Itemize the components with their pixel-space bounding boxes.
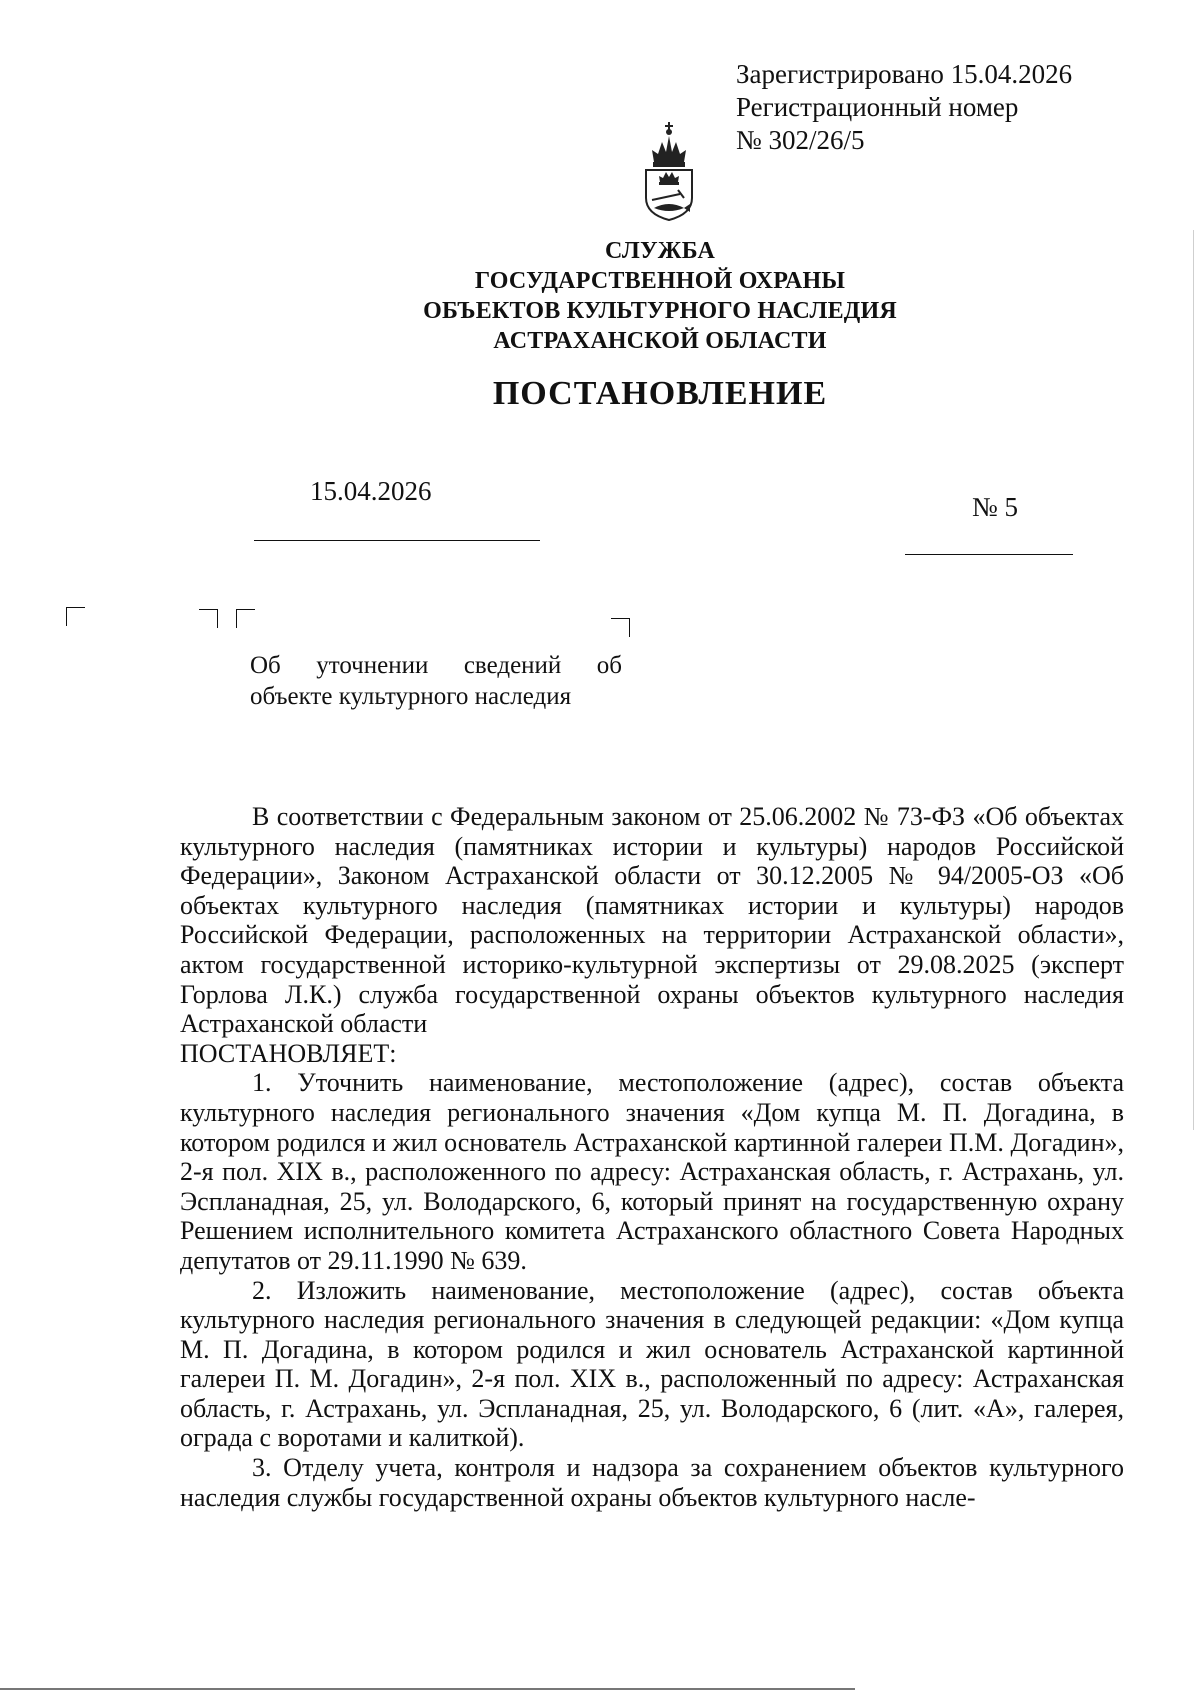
registration-number: № 302/26/5 <box>736 125 865 155</box>
clause-1: 1. Уточнить наименование, местоположение (адрес), состав объекта культурного наследия регионального значения «Дом купца М. П. Догадина, в котором родился и жил основатель Астраханской картинной галереи П.М. Догадин», 2-я пол. XIX в., расположенного по адресу: Астраханская область, г. Астрахань, ул. Эспланадная, 25, ул. Володарского, 6, который принят на государственную охрану Решением исполнительного комитета Астраханского областного Совета Народных депутатов от 29.11.1990 № 639. <box>180 1068 1124 1275</box>
corner-mark-subject-left <box>199 609 218 628</box>
document-body <box>180 802 1124 1512</box>
astrakhan-coat-of-arms-icon <box>640 110 698 222</box>
document-number: № 5 <box>972 492 1019 522</box>
organization-line-4: АСТРАХАНСКОЙ ОБЛАСТИ <box>493 328 827 354</box>
registration-stamp <box>736 58 1072 157</box>
scan-edge-line <box>1193 230 1194 1130</box>
organization-name <box>300 236 1020 356</box>
registration-label: Регистрационный номер <box>736 92 1019 122</box>
clause-2: 2. Изложить наименование, местоположение (адрес), состав объекта культурного наследия регионального значения в следующей редакции: «Дом купца М. П. Догадина, в котором родился и жил основатель Астраханской картинной галереи П. М. Догадин», 2-я пол. XIX в., расположенный по адресу: Астраханская область, г. Астрахань, ул. Эспланадная, 25, ул. Володарского, 6 (лит. «А», галерея, ограда с воротами и калиткой). <box>180 1275 1124 1453</box>
document-date: 15.04.2026 <box>310 476 432 506</box>
preamble-paragraph: В соответствии с Федеральным законом от 25.06.2002 № 73-ФЗ «Об объектах культурного наследия (памятниках истории и культуры) народов Российской Федерации», Законом Астраханской области от 30.12.2005 № 94/2005-ОЗ «Об объектах культурного наследия (памятниках истории и культуры) народов Российской Федерации, расположенных на территории Астраханской области», актом государственной историко-культурной экспертизы от 29.08.2025 (эксперт Горлова Л.К.) служба государственной охраны объектов культурного наследия Астраханской области <box>180 802 1124 1039</box>
number-underline <box>905 554 1073 555</box>
organization-line-1: СЛУЖБА <box>604 238 716 264</box>
corner-mark-top-left <box>66 607 85 626</box>
document-subject: Об уточнении сведений об объекте культурного наследия <box>250 652 622 710</box>
date-underline <box>254 540 540 541</box>
registration-date: Зарегистрировано 15.04.2026 <box>736 59 1073 89</box>
resolves-heading: ПОСТАНОВЛЯЕТ: <box>180 1038 397 1068</box>
corner-mark-subject-right <box>611 618 630 637</box>
document-type-title: ПОСТАНОВЛЕНИЕ <box>492 375 828 412</box>
scan-bottom-rule <box>0 1688 855 1690</box>
clause-3: 3. Отделу учета, контроля и надзора за сохранением объектов культурного наследия службы государственной охраны объектов культурного насле- <box>180 1453 1124 1512</box>
organization-line-2: ГОСУДАРСТВЕННОЙ ОХРАНЫ <box>474 268 846 294</box>
corner-mark-subject-left-inner <box>236 609 255 628</box>
organization-line-3: ОБЪЕКТОВ КУЛЬТУРНОГО НАСЛЕДИЯ <box>423 298 897 324</box>
